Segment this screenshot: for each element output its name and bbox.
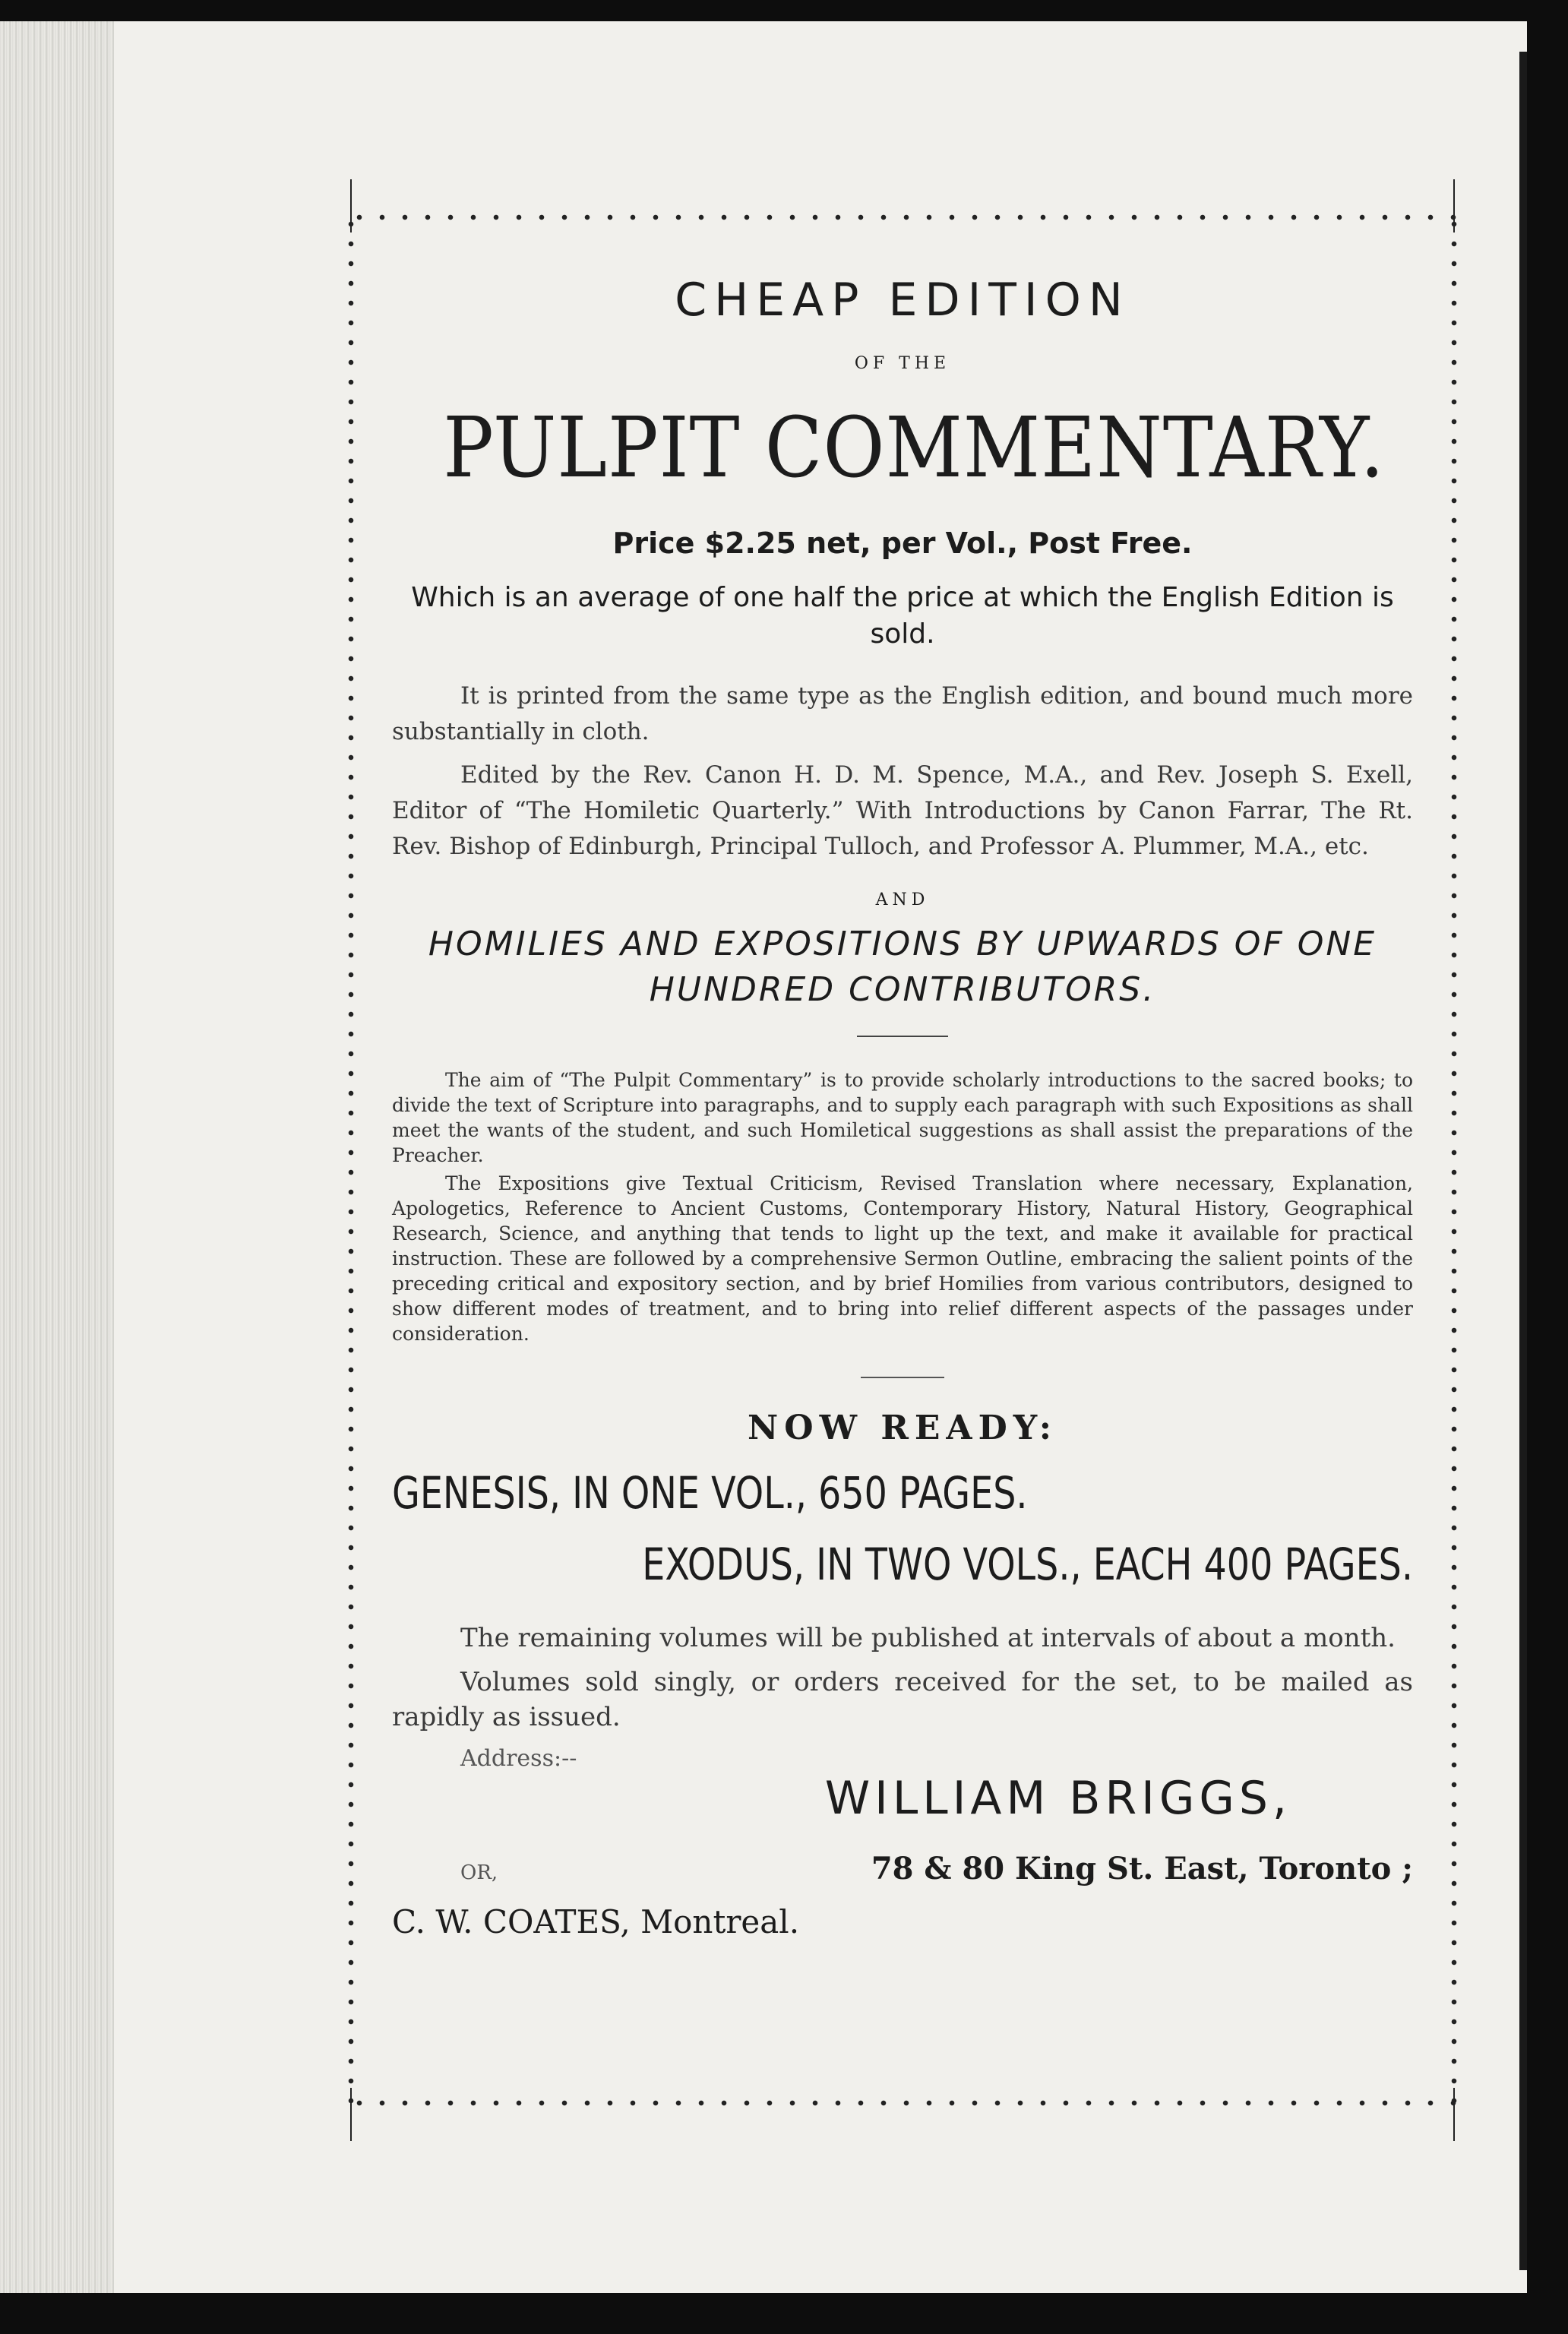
gutter-shadow xyxy=(1519,52,1527,2270)
page-title: PULPIT COMMENTARY. xyxy=(443,399,1385,496)
corner-ornament xyxy=(350,179,352,232)
book-page-edges xyxy=(0,21,114,2293)
now-ready-heading: NOW READY: xyxy=(748,1409,1057,1447)
paragraph: Edited by the Rev. Canon H. D. M. Spence, M.A., and Rev. Joseph S. Exell, Editor of “The Homiletic Quarterly.” With Introductions by Canon Farrar, The Rt. Rev. Bishop of Edinburgh, Principal Tulloch, and Professor A. Plummer, M.A., etc. xyxy=(392,761,1413,860)
average-note: Which is an average of one half the price at which the English Edition is sold. xyxy=(411,582,1394,650)
small-paragraph: The aim of “The Pulpit Commentary” is to provide scholarly introductions to the sacred books; to divide the text of Scripture into paragraphs, and to supply each paragraph with such Expositions as shall meet the wants of the student, and such Homiletical suggestions as shall assist the preparations of the Preacher. xyxy=(392,1069,1413,1166)
street-address: 78 & 80 King St. East, Toronto ; xyxy=(871,1851,1413,1886)
corner-ornament xyxy=(1453,2088,1455,2141)
exodus-volume: EXODUS, IN TWO VOLS., EACH 400 PAGES. xyxy=(642,1539,1413,1590)
of-the-label: OF THE xyxy=(854,354,951,373)
cheap-edition-heading: CHEAP EDITION xyxy=(675,274,1130,327)
border-top xyxy=(348,214,1457,220)
divider xyxy=(861,1377,944,1378)
price-line: Price $2.25 net, per Vol., Post Free. xyxy=(612,527,1193,560)
address-label: Address:-- xyxy=(460,1745,577,1772)
border-right xyxy=(1451,214,1457,2106)
genesis-volume: GENESIS, IN ONE VOL., 650 PAGES. xyxy=(392,1467,1028,1519)
small-paragraph: The Expositions give Textual Criticism, Revised Translation where necessary, Explanation, Apologetics, Reference to Ancient Customs, Contemporary History, Natural History, Geographical Research, Science, and anything that tends to light up the text, and make it available for practical instruction. These are followed by a comprehensive Sermon Outline, embracing the salient points of the preceding critical and expository section, and by brief Homilies from various contributors, designed to show different modes of treatment, and to bring into relief different aspects of the passages under consideration. xyxy=(392,1172,1413,1345)
and-label: AND xyxy=(875,890,930,909)
advertisement-body xyxy=(392,258,1413,1940)
or-line xyxy=(392,1851,1413,1886)
corner-ornament xyxy=(1453,179,1455,232)
or-label: OR, xyxy=(460,1861,498,1884)
closing-paragraph: Volumes sold singly, or orders received for the set, to be mailed as rapidly as issued. xyxy=(392,1667,1413,1732)
closing-paragraph: The remaining volumes will be published at intervals of about a month. xyxy=(460,1623,1396,1653)
border-bottom xyxy=(348,2100,1457,2106)
paragraph: It is printed from the same type as the English edition, and bound much more substantially in cloth. xyxy=(392,682,1413,745)
homilies-heading: HOMILIES AND EXPOSITIONS BY UPWARDS OF ONE HUNDRED CONTRIBUTORS. xyxy=(428,925,1377,1009)
divider xyxy=(857,1036,948,1037)
corner-ornament xyxy=(350,2088,352,2141)
alt-publisher: C. W. COATES, Montreal. xyxy=(392,1903,800,1940)
border-left xyxy=(348,214,354,2106)
publisher-name: WILLIAM BRIGGS, xyxy=(824,1772,1291,1825)
